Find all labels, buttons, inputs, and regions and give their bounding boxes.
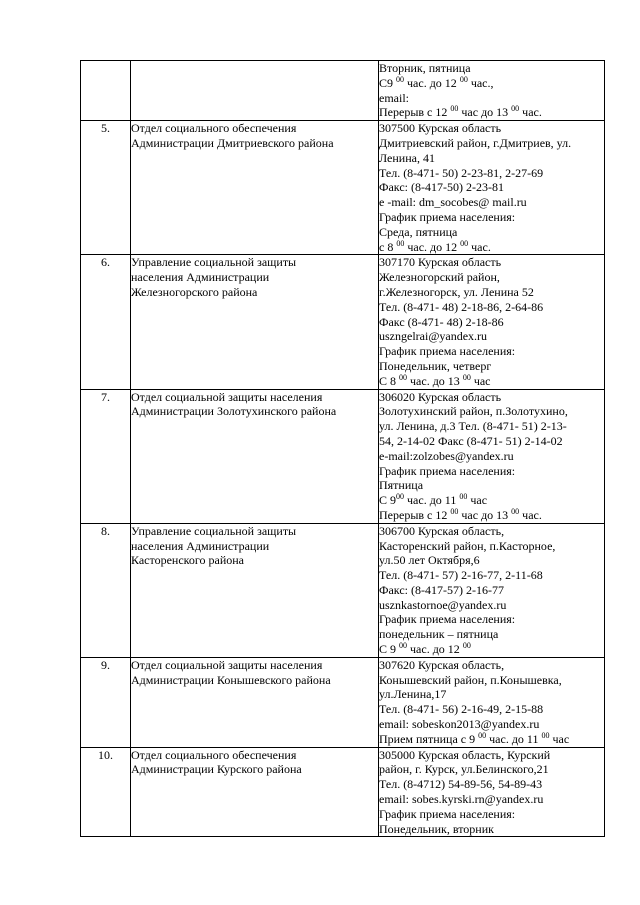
- minutes-superscript: 00: [541, 730, 550, 740]
- office-name-line: Железногорского района: [131, 284, 258, 299]
- table-row: [81, 121, 605, 255]
- office-name-line: Управление социальной защиты: [131, 255, 297, 270]
- contact-info-line: График приема населения:: [379, 806, 516, 821]
- offices-table: [80, 60, 605, 837]
- row-number: [81, 61, 131, 121]
- row-number: 6.: [81, 255, 131, 389]
- minutes-superscript: 00: [511, 506, 520, 516]
- contact-info-line: Среда, пятница: [379, 224, 458, 239]
- contact-info-line: С9 $^{00}$ час. до 12 $^{00}$ час.,: [379, 74, 494, 90]
- row-number: 8.: [81, 523, 131, 657]
- contact-info-line: 307170 Курская область: [379, 255, 502, 270]
- contact-info-line: Факс (8-471- 48) 2-18-86: [379, 314, 504, 329]
- row-number: 5.: [81, 121, 131, 255]
- contact-info-line: С 8 $^{00}$ час. до 13 $^{00}$ час: [379, 372, 491, 388]
- table-body: [81, 61, 605, 837]
- office-name: [131, 255, 379, 389]
- office-contact-info: [379, 121, 605, 255]
- office-name-line: Отдел социальной защиты населения: [131, 389, 323, 404]
- contact-info-line: с 8 $^{00}$ час. до 12 $^{00}$ час.: [379, 238, 491, 254]
- contact-info-line: email: sobes.kyrski.rn@yandex.ru: [379, 792, 544, 807]
- contact-info-line: Тел. (8-4712) 54-89-56, 54-89-43: [379, 777, 543, 792]
- contact-info-line: Прием пятница с 9 $^{00}$ час. до 11 $^{00}$ час: [379, 730, 570, 746]
- contact-info-line: 307620 Курская область,: [379, 657, 505, 672]
- minutes-superscript: 00: [459, 492, 468, 502]
- contact-info-line: Ленина, 41: [379, 150, 435, 165]
- contact-info-line: Золотухинский район, п.Золотухино,: [379, 404, 568, 419]
- contact-info-line: e-mail:zolzobes@yandex.ru: [379, 448, 514, 463]
- office-name: [131, 121, 379, 255]
- row-number: 10.: [81, 747, 131, 837]
- office-name-line: Отдел социального обеспечения: [131, 747, 297, 762]
- contact-info-line: Факс: (8-417-50) 2-23-81: [379, 180, 504, 195]
- office-name: [131, 657, 379, 747]
- contact-info-line: Тел. (8-471- 56) 2-16-49, 2-15-88: [379, 702, 544, 717]
- minutes-superscript: 00: [462, 641, 471, 651]
- contact-info-line: email: sobeskon2013@yandex.ru: [379, 717, 540, 732]
- office-name: [131, 61, 379, 121]
- office-name-line: населения Администрации: [131, 270, 270, 285]
- minutes-superscript: 00: [460, 238, 469, 248]
- contact-info-line: e -mail: dm_socobes@ mail.ru: [379, 195, 527, 210]
- minutes-superscript: 00: [450, 104, 459, 114]
- office-name-line: Администрации Золотухинского района: [131, 404, 337, 419]
- contact-info-line: График приема населения:: [379, 463, 516, 478]
- table-row: [81, 657, 605, 747]
- contact-info-line: График приема населения:: [379, 209, 516, 224]
- row-number: 9.: [81, 657, 131, 747]
- contact-info-line: Перерыв с 12 $^{00}$ час до 13 $^{00}$ час.: [379, 506, 542, 522]
- contact-info-line: Факс: (8-417-57) 2-16-77: [379, 582, 504, 597]
- table-row: [81, 747, 605, 837]
- office-name-line: Отдел социального обеспечения: [131, 121, 297, 136]
- contact-info-line: Тел. (8-471- 57) 2-16-77, 2-11-68: [379, 568, 543, 583]
- minutes-superscript: 00: [396, 492, 405, 502]
- contact-info-line: С $9^{00}$ час. до 11 $^{00}$ час: [379, 492, 488, 508]
- minutes-superscript: 00: [462, 372, 471, 382]
- office-name-line: Администрации Курского района: [131, 762, 302, 777]
- office-contact-info: [379, 61, 605, 121]
- office-name-line: Касторенского района: [131, 553, 244, 568]
- office-name-line: Администрации Дмитриевского района: [131, 135, 334, 150]
- contact-info-line: ул.50 лет Октября,6: [379, 553, 480, 568]
- minutes-superscript: 00: [459, 74, 468, 84]
- office-contact-info: [379, 747, 605, 837]
- contact-info-line: Железногорский район,: [379, 270, 500, 285]
- minutes-superscript: 00: [511, 104, 520, 114]
- office-name-line: Администрации Конышевского района: [131, 672, 331, 687]
- row-number: 7.: [81, 389, 131, 523]
- office-name: [131, 389, 379, 523]
- contact-info-line: ул. Ленина, д.3 Тел. (8-471- 51) 2-13-: [379, 419, 567, 434]
- table-row: [81, 255, 605, 389]
- contact-info-line: Перерыв с 12 $^{00}$ час до 13 $^{00}$ час.: [379, 104, 542, 120]
- minutes-superscript: 00: [399, 372, 408, 382]
- table-row: [81, 389, 605, 523]
- contact-info-line: uszngelrai@yandex.ru: [379, 329, 488, 344]
- contact-info-line: Тел. (8-471- 48) 2-18-86, 2-64-86: [379, 299, 544, 314]
- contact-info-line: email:: [379, 90, 409, 105]
- contact-info-line: usznkastornoe@yandex.ru: [379, 597, 507, 612]
- contact-info-line: Тел. (8-471- 50) 2-23-81, 2-27-69: [379, 165, 544, 180]
- office-contact-info: [379, 389, 605, 523]
- office-name: [131, 523, 379, 657]
- contact-info-line: Касторенский район, п.Касторное,: [379, 538, 556, 553]
- contact-info-line: Конышевский район, п.Конышевка,: [379, 672, 562, 687]
- office-contact-info: [379, 255, 605, 389]
- office-contact-info: [379, 523, 605, 657]
- table-row: [81, 523, 605, 657]
- minutes-superscript: 00: [478, 730, 487, 740]
- minutes-superscript: 00: [399, 641, 408, 651]
- office-contact-info: [379, 657, 605, 747]
- contact-info-line: График приема населения:: [379, 344, 516, 359]
- contact-info-line: С 9 $^{00}$ час. до 12 $^{00}$: [379, 641, 471, 657]
- contact-info-line: График приема населения:: [379, 612, 516, 627]
- contact-info-line: Дмитриевский район, г.Дмитриев, ул.: [379, 135, 572, 150]
- contact-info-line: район, г. Курск, ул.Белинского,21: [379, 762, 549, 777]
- office-name-line: Управление социальной защиты: [131, 523, 297, 538]
- office-name-line: населения Администрации: [131, 538, 270, 553]
- contact-info-line: 307500 Курская область: [379, 121, 502, 136]
- table-row: [81, 61, 605, 121]
- contact-info-line: Вторник, пятница: [379, 61, 471, 75]
- contact-info-line: 306020 Курская область: [379, 389, 502, 404]
- contact-info-line: Понедельник, четверг: [379, 358, 492, 373]
- contact-info-line: ул.Ленина,17: [379, 687, 447, 702]
- contact-info-line: г.Железногорск, ул. Ленина 52: [379, 284, 534, 299]
- office-name-line: Отдел социальной защиты населения: [131, 657, 323, 672]
- contact-info-line: понедельник – пятница: [379, 627, 499, 642]
- contact-info-line: Понедельник, вторник: [379, 821, 494, 836]
- contact-info-line: 306700 Курская область,: [379, 523, 505, 538]
- minutes-superscript: 00: [396, 238, 405, 248]
- office-name: [131, 747, 379, 837]
- minutes-superscript: 00: [450, 506, 459, 516]
- contact-info-line: 54, 2-14-02 Факс (8-471- 51) 2-14-02: [379, 433, 563, 448]
- minutes-superscript: 00: [396, 74, 405, 84]
- contact-info-line: 305000 Курская область, Курский: [379, 747, 551, 762]
- contact-info-line: Пятница: [379, 478, 424, 493]
